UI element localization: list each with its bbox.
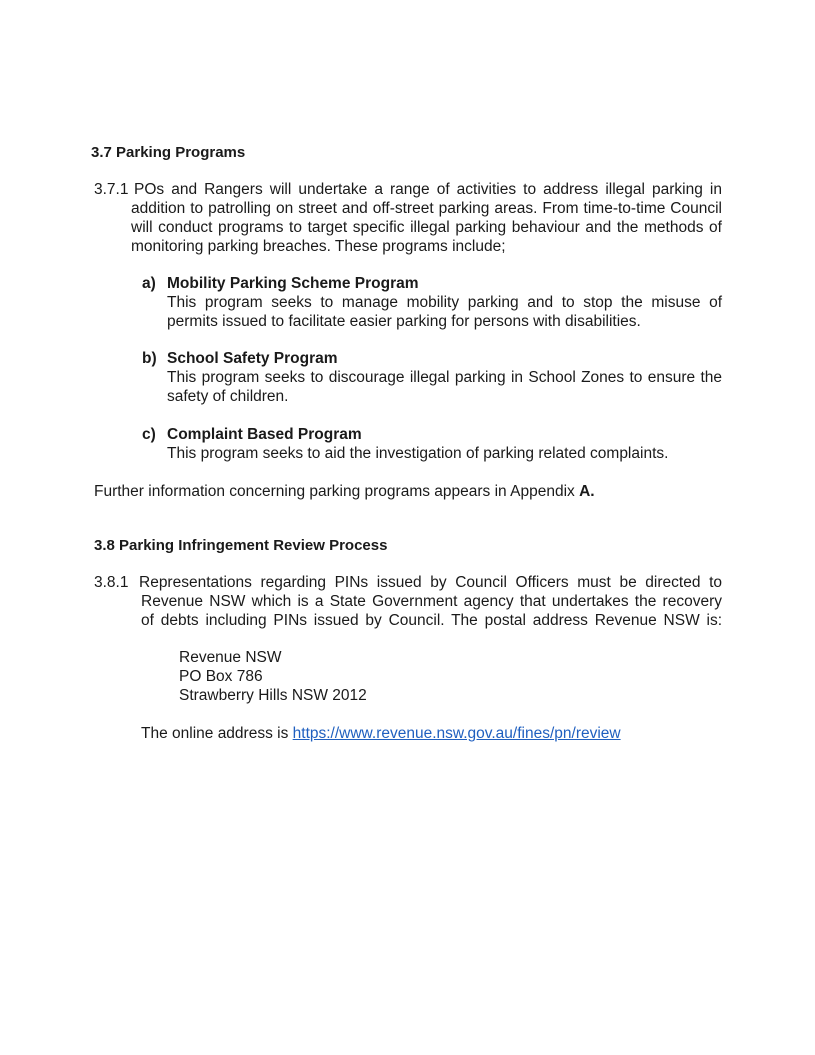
list-item-body [167, 444, 722, 463]
list-item-title: Complaint Based Program [167, 426, 362, 443]
paragraph-line: will conduct programs to target specific illegal parking behaviour and the methods of [131, 219, 722, 236]
list-item-line: This program seeks to discourage illegal parking in School Zones to ensure the [167, 369, 722, 386]
list-item-letter: c) [142, 426, 156, 443]
list-item-title: Mobility Parking Scheme Program [167, 275, 419, 292]
address-line: Revenue NSW [179, 649, 282, 666]
paragraph-number-3-8-1: 3.8.1 [94, 574, 129, 591]
list-item-line: permits issued to facilitate easier parking for persons with disabilities. [167, 313, 641, 330]
paragraph-3-7-1-cont [131, 199, 722, 256]
paragraph-3-7-1 [134, 180, 722, 199]
paragraph-3-8-1 [139, 573, 722, 592]
list-item-letter: a) [142, 275, 156, 292]
further-information-text [94, 482, 595, 501]
list-item-line: safety of children. [167, 388, 289, 405]
paragraph-line: addition to patrolling on street and off-street parking areas. From time-to-time Council [131, 200, 722, 217]
paragraph-3-8-1-cont [141, 592, 722, 630]
further-information-prefix: Further information concerning parking programs appears in Appendix [94, 483, 580, 500]
list-item-title: School Safety Program [167, 350, 338, 367]
paragraph-line: Revenue NSW which is a State Government agency that undertakes the recovery [141, 593, 722, 610]
section-3-8-heading: 3.8 Parking Infringement Review Process [94, 537, 388, 554]
online-address-text [141, 724, 621, 743]
paragraph-line: Representations regarding PINs issued by Council Officers must be directed to [139, 574, 722, 591]
paragraph-number-3-7-1: 3.7.1 [94, 181, 129, 198]
revenue-nsw-review-link[interactable]: https://www.revenue.nsw.gov.au/fines/pn/review [292, 725, 621, 742]
address-line: Strawberry Hills NSW 2012 [179, 687, 367, 704]
paragraph-line: monitoring parking breaches. These programs include; [131, 238, 506, 255]
list-item-body [167, 293, 722, 331]
paragraph-line: of debts including PINs issued by Council. The postal address Revenue NSW is: [141, 612, 722, 629]
section-3-7-heading: 3.7 Parking Programs [91, 144, 246, 161]
online-address-prefix: The online address is [141, 725, 293, 742]
list-item-line: This program seeks to aid the investigation of parking related complaints. [167, 445, 669, 462]
list-item-line: This program seeks to manage mobility parking and to stop the misuse of [167, 294, 722, 311]
list-item-letter: b) [142, 350, 157, 367]
list-item-body [167, 368, 722, 406]
address-line: PO Box 786 [179, 668, 263, 685]
paragraph-line: POs and Rangers will undertake a range of activities to address illegal parking in [134, 181, 722, 198]
appendix-reference: A. [579, 483, 595, 500]
